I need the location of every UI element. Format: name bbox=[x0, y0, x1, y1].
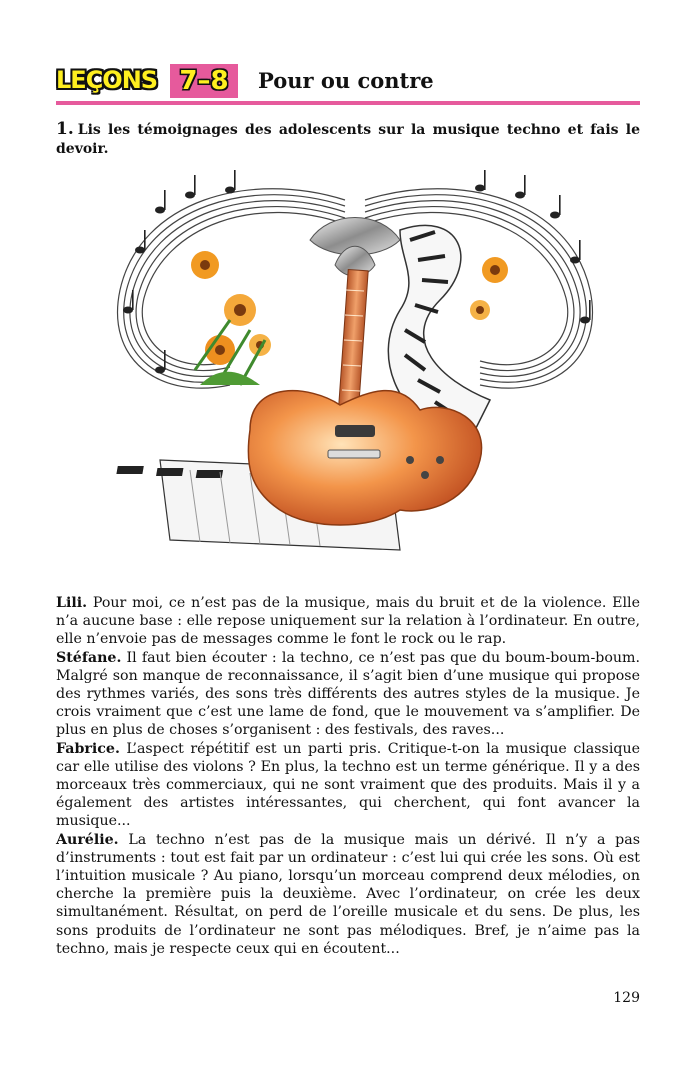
testimony-text: La techno n’est pas de la musique mais un dérivé. Il n’y a pas d’instruments : tout est fait par un ordinateur : c’est lui qui crée les sons. Où est l’intuition musicale ? Au piano, lorsqu’un morceau comprend deux mélodies, on cherche la première puis la deuxième. Avec l’ordinateur, on crée les deux simultanément. Résultat, on perd de l’oreille musicale et du sens. De plus, les sons produits de l’ordinateur ne sont pas mélodiques. Bref, je n’aime pas la techno, mais je respecte ceux qui en écoutent... bbox=[56, 831, 640, 957]
testimony-text: L’aspect répétitif est un parti pris. Critique-t-on la musique classique car elle utilise des violons ? En plus, la techno est un terme générique. Il y a des morceaux très commerciaux, qui ne sont vraiment que des produits. Mais il y a également des artistes intéressantes, qui cherchent, qui font avancer la musique... bbox=[56, 740, 640, 830]
testimony-lili bbox=[56, 594, 640, 649]
task-instruction bbox=[56, 120, 640, 159]
page-number: 129 bbox=[613, 990, 640, 1006]
topic-title: Pour ou contre bbox=[258, 68, 434, 93]
testimonies-text bbox=[56, 594, 640, 958]
lesson-header bbox=[56, 64, 640, 104]
speaker-name: Lili. bbox=[56, 595, 88, 611]
guitar-body bbox=[248, 391, 481, 525]
testimony-aurelie bbox=[56, 831, 640, 958]
lecons-label: LEÇONS bbox=[56, 66, 158, 94]
lesson-range-badge: 7–8 bbox=[170, 64, 238, 98]
chrome-ornament bbox=[310, 218, 400, 277]
testimony-stefane bbox=[56, 649, 640, 740]
task-number: 1. bbox=[56, 119, 74, 139]
header-divider bbox=[56, 101, 640, 105]
speaker-name: Fabrice. bbox=[56, 740, 120, 757]
speaker-name: Aurélie. bbox=[56, 831, 119, 848]
testimony-text: Pour moi, ce n’est pas de la musique, mais du bruit et de la violence. Elle n’a aucune base : elle repose uniquement sur la relation à l’ordinateur. En outre, elle n’envoie pas de messages comme le font le rock ou le rap. bbox=[56, 595, 640, 648]
music-illustration bbox=[100, 170, 610, 570]
task-text: Lis les témoignages des adolescents sur la musique techno et fais le devoir. bbox=[56, 122, 640, 157]
testimony-fabrice bbox=[56, 740, 640, 831]
speaker-name: Stéfane. bbox=[56, 649, 122, 666]
testimony-text: Il faut bien écouter : la techno, ce n’est pas que du boum-boum-boum. Malgré son manque de reconnaissance, il s’agit bien d’une musique qui propose des rythmes variés, des sons très différents des autres styles de la musique. Je crois vraiment que c’est une lame de fond, que le mouvement va s’amplifier. De plus en plus de choses s’organisent : des festivals, des raves... bbox=[56, 649, 640, 739]
